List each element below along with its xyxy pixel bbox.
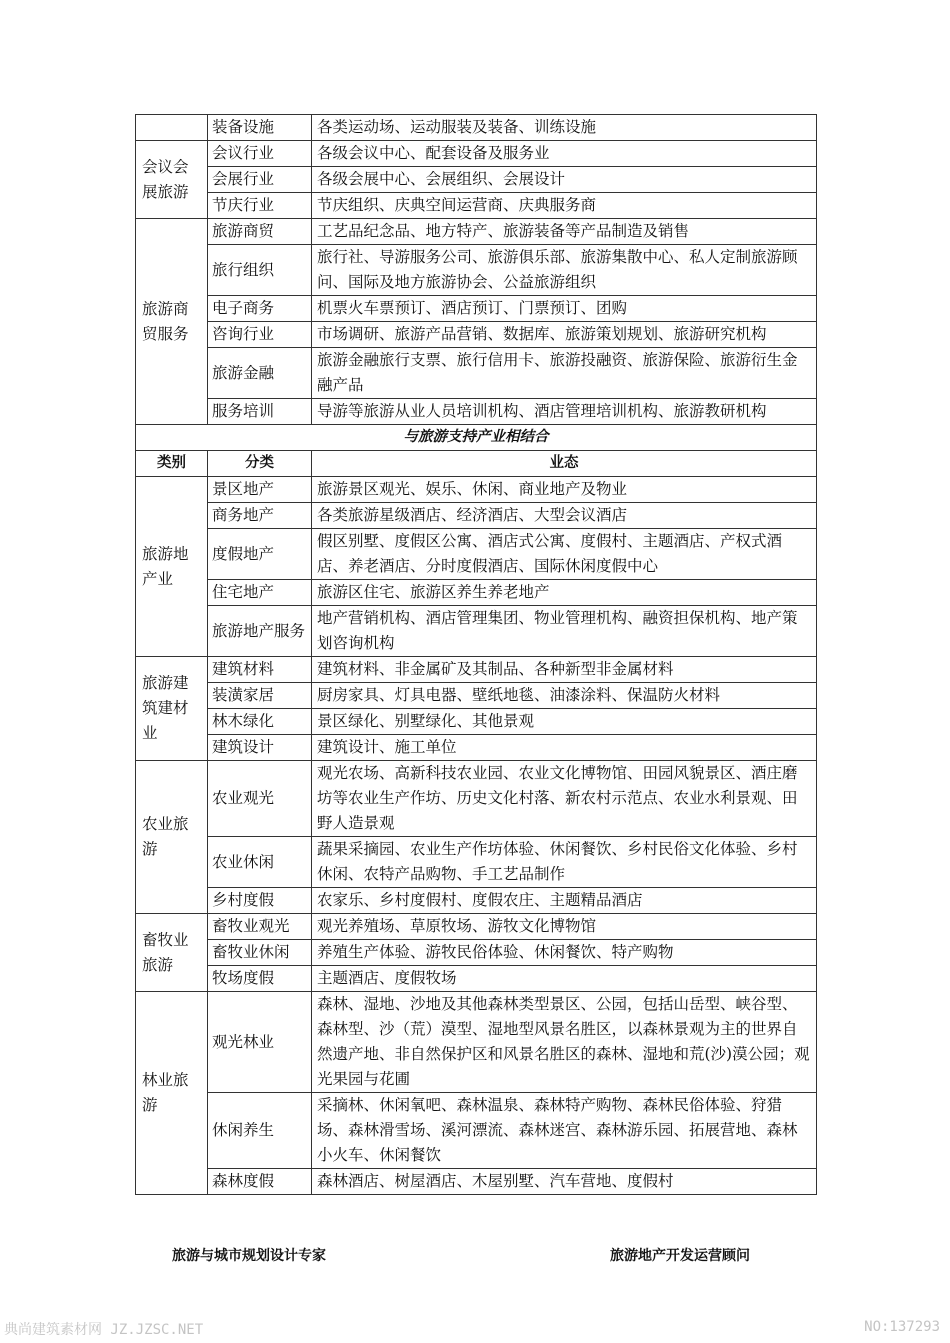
- description-cell: 假区别墅、度假区公寓、酒店式公寓、度假村、主题酒店、产权式酒店、养老酒店、分时度假酒店、国际休闲度假中心: [312, 529, 817, 580]
- subcategory-cell: 服务培训: [208, 399, 312, 425]
- description-cell: 蔬果采摘园、农业生产作坊体验、休闲餐饮、乡村民俗文化体验、乡村休闲、农特产品购物、手工艺品制作: [312, 837, 817, 888]
- description-cell: 导游等旅游从业人员培训机构、酒店管理培训机构、旅游教研机构: [312, 399, 817, 425]
- table-row: [136, 296, 817, 322]
- subcategory-cell: 畜牧业观光: [208, 914, 312, 940]
- section-title: 与旅游支持产业相结合: [136, 425, 817, 451]
- subcategory-cell: 会议行业: [208, 141, 312, 167]
- description-cell: 观光养殖场、草原牧场、游牧文化博物馆: [312, 914, 817, 940]
- subcategory-cell: 农业观光: [208, 761, 312, 837]
- table-row: [136, 683, 817, 709]
- table-row: [136, 709, 817, 735]
- subcategory-cell: 会展行业: [208, 167, 312, 193]
- header-subcategory: 分类: [208, 451, 312, 477]
- category-cell: 农业旅游: [136, 761, 208, 914]
- description-cell: 采摘林、休闲氧吧、森林温泉、森林特产购物、森林民俗体验、狩猎场、森林滑雪场、溪河漂流、森林迷宫、森林游乐园、拓展营地、森林小火车、休闲餐饮: [312, 1093, 817, 1169]
- description-cell: 旅行社、导游服务公司、旅游俱乐部、旅游集散中心、私人定制旅游顾问、国际及地方旅游协会、公益旅游组织: [312, 245, 817, 296]
- description-cell: 建筑设计、施工单位: [312, 735, 817, 761]
- table-row: [136, 193, 817, 219]
- table-row: [136, 115, 817, 141]
- table-row: [136, 1169, 817, 1195]
- description-cell: 各级会议中心、配套设备及服务业: [312, 141, 817, 167]
- table-row: [136, 966, 817, 992]
- subcategory-cell: 林木绿化: [208, 709, 312, 735]
- subcategory-cell: 旅游金融: [208, 348, 312, 399]
- description-cell: 各类运动场、运动服装及装备、训练设施: [312, 115, 817, 141]
- table-row: [136, 657, 817, 683]
- table-row: [136, 580, 817, 606]
- table-row: [136, 1093, 817, 1169]
- table-row: [136, 837, 817, 888]
- subcategory-cell: 住宅地产: [208, 580, 312, 606]
- description-cell: 森林、湿地、沙地及其他森林类型景区、公园，包括山岳型、峡谷型、森林型、沙（荒）漠型、湿地型风景名胜区，以森林景观为主的世界自然遗产地、非自然保护区和风景名胜区的森林、湿地和荒(沙)漠公园；观光果园与花圃: [312, 992, 817, 1093]
- footer-right-text: 旅游地产开发运营顾问: [610, 1248, 750, 1264]
- table-row: [136, 606, 817, 657]
- header-description: 业态: [312, 451, 817, 477]
- subcategory-cell: 度假地产: [208, 529, 312, 580]
- table-row: [136, 348, 817, 399]
- header-category: 类别: [136, 451, 208, 477]
- description-cell: 旅游景区观光、娱乐、休闲、商业地产及物业: [312, 477, 817, 503]
- category-cell: [136, 115, 208, 141]
- subcategory-cell: 农业休闲: [208, 837, 312, 888]
- description-cell: 厨房家具、灯具电器、壁纸地毯、油漆涂料、保温防火材料: [312, 683, 817, 709]
- subcategory-cell: 旅游商贸: [208, 219, 312, 245]
- footer-left-text: 旅游与城市规划设计专家: [172, 1248, 326, 1264]
- table-row: [136, 219, 817, 245]
- subcategory-cell: 咨询行业: [208, 322, 312, 348]
- subcategory-cell: 节庆行业: [208, 193, 312, 219]
- watermark-number: NO:137293: [864, 1319, 940, 1335]
- table-row: [136, 245, 817, 296]
- description-cell: 工艺品纪念品、地方特产、旅游装备等产品制造及销售: [312, 219, 817, 245]
- header-row: [136, 451, 817, 477]
- category-cell: 旅游地产业: [136, 477, 208, 657]
- watermark-site: 典尚建筑素材网 JZ.JZSC.NET: [4, 1322, 204, 1338]
- table-row: [136, 914, 817, 940]
- description-cell: 旅游金融旅行支票、旅行信用卡、旅游投融资、旅游保险、旅游衍生金融产品: [312, 348, 817, 399]
- category-cell: 会议会展旅游: [136, 141, 208, 219]
- table-row: [136, 735, 817, 761]
- subcategory-cell: 建筑设计: [208, 735, 312, 761]
- subcategory-cell: 装潢家居: [208, 683, 312, 709]
- category-cell: 林业旅游: [136, 992, 208, 1195]
- category-cell: 畜牧业旅游: [136, 914, 208, 992]
- description-cell: 农家乐、乡村度假村、度假农庄、主题精品酒店: [312, 888, 817, 914]
- table-row: [136, 167, 817, 193]
- table-row: [136, 399, 817, 425]
- section-title-row: [136, 425, 817, 451]
- table-row: [136, 141, 817, 167]
- description-cell: 各类旅游星级酒店、经济酒店、大型会议酒店: [312, 503, 817, 529]
- description-cell: 森林酒店、树屋酒店、木屋别墅、汽车营地、度假村: [312, 1169, 817, 1195]
- category-cell: 旅游商贸服务: [136, 219, 208, 425]
- subcategory-cell: 森林度假: [208, 1169, 312, 1195]
- description-cell: 景区绿化、别墅绿化、其他景观: [312, 709, 817, 735]
- category-cell: 旅游建筑建材业: [136, 657, 208, 761]
- table-row: [136, 503, 817, 529]
- description-cell: 市场调研、旅游产品营销、数据库、旅游策划规划、旅游研究机构: [312, 322, 817, 348]
- subcategory-cell: 乡村度假: [208, 888, 312, 914]
- table-row: [136, 992, 817, 1093]
- subcategory-cell: 观光林业: [208, 992, 312, 1093]
- table-row: [136, 888, 817, 914]
- subcategory-cell: 建筑材料: [208, 657, 312, 683]
- description-cell: 观光农场、高新科技农业园、农业文化博物馆、田园风貌景区、酒庄磨坊等农业生产作坊、历史文化村落、新农村示范点、农业水利景观、田野人造景观: [312, 761, 817, 837]
- description-cell: 建筑材料、非金属矿及其制品、各种新型非金属材料: [312, 657, 817, 683]
- subcategory-cell: 商务地产: [208, 503, 312, 529]
- table-row: [136, 322, 817, 348]
- description-cell: 机票火车票预订、酒店预订、门票预订、团购: [312, 296, 817, 322]
- subcategory-cell: 畜牧业休闲: [208, 940, 312, 966]
- subcategory-cell: 装备设施: [208, 115, 312, 141]
- table-row: [136, 477, 817, 503]
- description-cell: 节庆组织、庆典空间运营商、庆典服务商: [312, 193, 817, 219]
- description-cell: 旅游区住宅、旅游区养生养老地产: [312, 580, 817, 606]
- table-row: [136, 529, 817, 580]
- table-row: [136, 940, 817, 966]
- subcategory-cell: 牧场度假: [208, 966, 312, 992]
- subcategory-cell: 旅游地产服务: [208, 606, 312, 657]
- table-row: [136, 761, 817, 837]
- description-cell: 各级会展中心、会展组织、会展设计: [312, 167, 817, 193]
- subcategory-cell: 旅行组织: [208, 245, 312, 296]
- description-cell: 主题酒店、度假牧场: [312, 966, 817, 992]
- subcategory-cell: 景区地产: [208, 477, 312, 503]
- subcategory-cell: 电子商务: [208, 296, 312, 322]
- industry-table: [135, 114, 817, 1195]
- subcategory-cell: 休闲养生: [208, 1093, 312, 1169]
- description-cell: 地产营销机构、酒店管理集团、物业管理机构、融资担保机构、地产策划咨询机构: [312, 606, 817, 657]
- description-cell: 养殖生产体验、游牧民俗体验、休闲餐饮、特产购物: [312, 940, 817, 966]
